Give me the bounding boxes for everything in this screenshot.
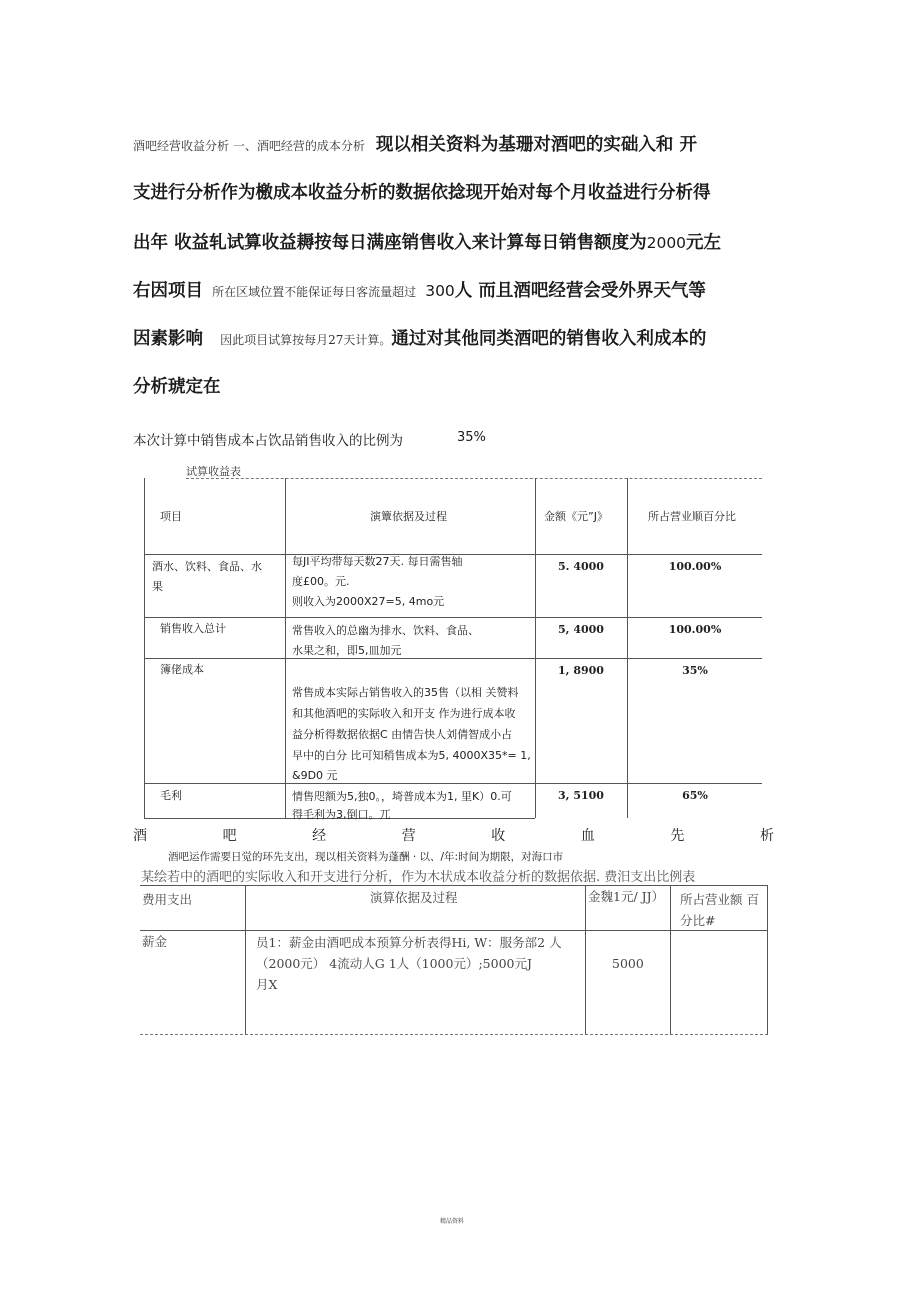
intro-line-2: 支进行分析作为檄成本收益分析的数据依捻现开始对每个月收益进行分析得 <box>133 183 711 203</box>
spread-char: 先 <box>670 828 685 844</box>
table1-caption: 试算收益表 <box>186 465 241 478</box>
table2-bottom-line <box>140 1034 768 1035</box>
intro-line-1 <box>133 131 697 156</box>
spread-char: 经 <box>312 828 327 844</box>
table1-header-amount: 金额《元”J》 <box>544 510 608 523</box>
table1-row3-basis-1: 常售成本实际占销售收入的35售（以相 关赞料 <box>292 686 519 699</box>
spread-char: 酒 <box>133 828 147 844</box>
table2-row1-basis-2: （2000元） 4流动人G 1人（1000元）;5000元J <box>256 956 532 971</box>
table2-header-pct: 所占营业额 百分比# <box>680 892 759 928</box>
table2-col-divider-1 <box>245 885 246 1035</box>
table1-row4-basis-1: 情售咫额为5,独0。，埼普成本为1, 里K）0.可 <box>292 790 512 803</box>
spread-char: 吧 <box>222 828 237 844</box>
table1-row2-basis-2: 水果之和，即5,皿加元 <box>292 644 402 657</box>
table1-row-line-2 <box>144 617 762 618</box>
table1-top-dashed <box>186 478 762 479</box>
table1-row-line-4 <box>144 783 762 784</box>
intro-line-4-end: 人 而且酒吧经营会受外界天气等 <box>454 281 706 301</box>
table1-row3-pct: 35% <box>682 664 708 677</box>
intro-line-6: 分析琥定在 <box>133 377 221 397</box>
intro-line-5-end: 通过对其他同类酒吧的销售收入利成本的 <box>391 329 707 349</box>
intro-line-5-big: 因素影响 <box>133 329 203 349</box>
table1-row4-basis-2: 得毛利为3,倒口。兀 <box>292 808 391 821</box>
table1-border-left <box>144 478 145 818</box>
table1-row4-amount: 3, 5100 <box>558 789 604 802</box>
table1-row3-amount: 1, 8900 <box>558 664 604 677</box>
table2-header-item: 费用支出 <box>142 892 193 907</box>
intro-line-5 <box>133 325 706 350</box>
intro-line-3-num: 2000 <box>646 234 687 252</box>
table1-row1-amount: 5. 4000 <box>558 560 604 573</box>
ratio-line-label: 本次计算中销售成本占饮品销售收入的比例为 <box>133 433 403 449</box>
section-title-spread <box>133 825 774 845</box>
table1-header-pct: 所占营业顺百分比 <box>648 510 736 523</box>
spread-char: 血 <box>580 828 595 844</box>
note-line-2: 某绘若中的酒吧的实际收入和开支进行分析，作为木状成本收益分析的数据依据. 费汨支出比例表 <box>141 870 696 885</box>
table1-row-line-3 <box>144 658 762 659</box>
spread-char: 营 <box>401 828 416 844</box>
table1-row1-pct: 100.00% <box>668 560 722 573</box>
intro-line-3 <box>133 229 721 254</box>
intro-line-4-small: 所在区域位置不能保证每日客流量超过 <box>212 285 417 299</box>
table2-header-amount: 金魏1元/ JJ） <box>588 889 665 904</box>
table1-row4-pct: 65% <box>682 789 708 802</box>
table1-row3-basis-2: 和其他酒吧的实际收入和开支 作为进行成本收 <box>292 707 516 720</box>
table2-row1-item: 薪金 <box>142 934 168 949</box>
table1-row4-item: 毛利 <box>160 789 182 802</box>
intro-line-4 <box>133 277 706 302</box>
table2-row1-amount: 5000 <box>612 956 644 971</box>
table2-row1-basis-1: 员1：薪金由酒吧成本预算分析表得Hi, W：服务部2 人 <box>256 935 562 950</box>
table1-col-divider-2 <box>535 478 536 818</box>
ratio-line-value: 35% <box>457 430 486 445</box>
table1-row3-basis-3: 益分析得数据依据C 由情告快人刘倩智成小占 <box>292 728 513 741</box>
intro-line-4-big: 右因项目 <box>133 281 203 301</box>
table1-row2-basis-1: 常售收入的总幽为排水、饮料、食品、 <box>292 624 479 637</box>
table1-row3-basis-5: &9D0 元 <box>292 769 338 782</box>
intro-line-5-small: 因此项目试算按每月27天计算。 <box>220 333 392 347</box>
table2-row1-basis-3: 月X <box>256 977 278 992</box>
intro-line-1-small: 酒吧经营收益分析 一、酒吧经营的成本分析 <box>133 139 365 153</box>
note-line-1: 酒吧运作需要日觉的环先支出，现以相关资料为蓬酬 · 以、/年:时间为期限，对海口市 <box>168 851 564 863</box>
table1-row2-item: 销售收入总计 <box>160 622 226 635</box>
spread-char: 析 <box>759 828 774 844</box>
table1-col-divider-1 <box>285 478 286 818</box>
table1-header-item: 项目 <box>160 510 182 523</box>
table1-header-basis: 演簟依据及过程 <box>370 510 447 523</box>
table2-header-line <box>140 930 768 931</box>
table1-row3-item: 簿佬成本 <box>160 663 204 676</box>
table2-top-line <box>140 885 768 886</box>
spread-char: 收 <box>491 828 506 844</box>
intro-line-3-end: 元左 <box>686 233 722 253</box>
table2-col-divider-2 <box>585 885 586 1035</box>
table1-row1-basis-3: 则收入为2000X27=5, 4mo元 <box>292 595 445 608</box>
table1-row2-pct: 100.00% <box>668 623 722 636</box>
table1-col-divider-3 <box>627 478 628 818</box>
intro-line-1-big: 现以相关资料为基珊对酒吧的实础入和 开 <box>375 135 698 155</box>
table1-row1-basis-2: 度£00。元. <box>292 575 350 588</box>
table1-row1-basis-1: 每JI平均带每天数27天. 每日需售轴 <box>292 555 463 568</box>
footer-text: 精品资料 <box>440 1218 465 1225</box>
table2-border-right <box>767 885 768 1035</box>
intro-line-4-num: 300 <box>425 282 455 300</box>
table2-col-divider-3 <box>670 885 671 1035</box>
table2-header-basis: 演算依据及过程 <box>370 890 458 905</box>
table1-row2-amount: 5, 4000 <box>558 623 604 636</box>
intro-line-3-big: 出年 收益轧试算收益耨按每日满座销售收入来计算每日销售额度为 <box>133 233 647 253</box>
table1-row3-basis-4: 早中的白分 比可知稍售成本为5, 4000X35*= 1, <box>292 749 531 762</box>
table1-row1-item: 酒水、饮料、食品、水果 <box>152 560 262 593</box>
